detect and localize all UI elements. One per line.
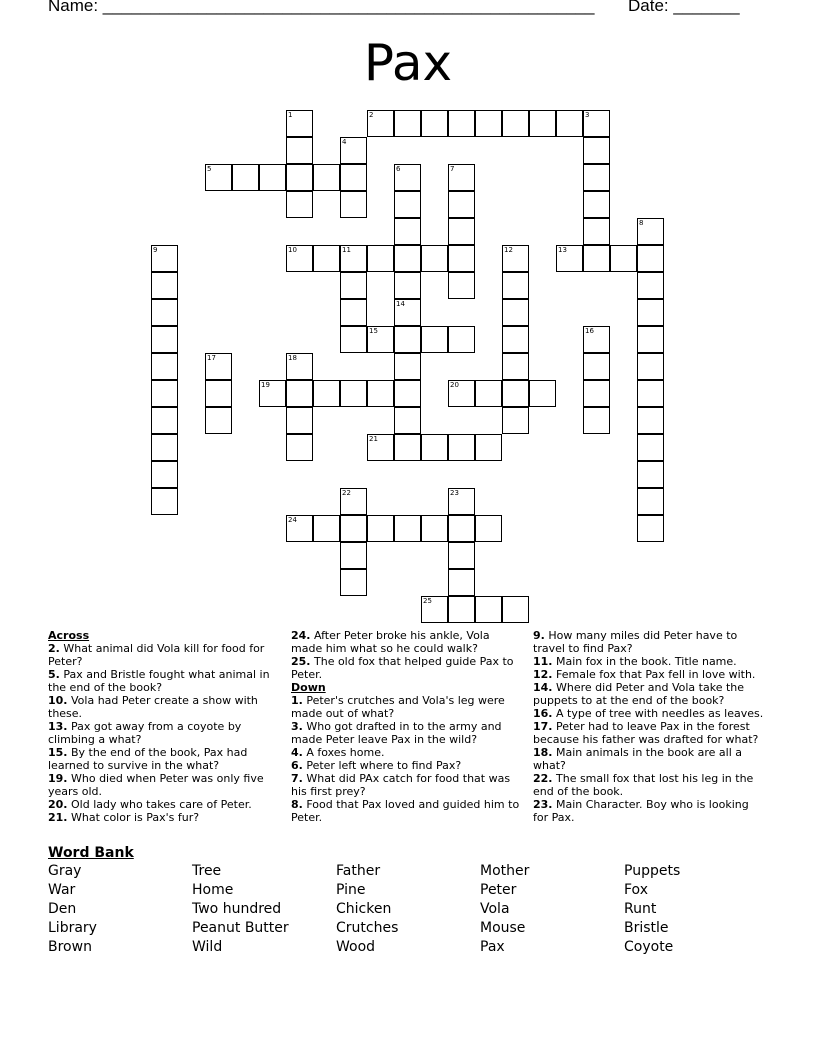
grid-cell[interactable] (394, 380, 421, 407)
clue-item (533, 629, 765, 655)
page-title: Pax (363, 34, 453, 92)
grid-cell[interactable] (151, 299, 178, 326)
clue-number: 9 (153, 246, 158, 254)
grid-cell[interactable] (529, 110, 556, 137)
grid-cell[interactable] (340, 299, 367, 326)
clue-text: Vola had Peter create a show with these. (48, 694, 258, 720)
word-bank-item: Bristle (624, 920, 669, 936)
word-bank-item: Coyote (624, 939, 674, 955)
clue-item (291, 720, 521, 746)
word-bank-item: Library (48, 920, 97, 936)
down-heading: Down (291, 681, 326, 694)
clue-text: Peter's crutches and Vola's leg were made out of what? (291, 694, 505, 720)
grid-cell[interactable] (502, 245, 529, 272)
grid-cell[interactable] (205, 380, 232, 407)
word-bank-item: Wood (336, 939, 376, 955)
clue-text: Food that Pax loved and guided him to Peter. (291, 798, 520, 824)
grid-cell[interactable] (340, 164, 367, 191)
clue-item (48, 694, 276, 720)
word-bank-item: Crutches (336, 920, 399, 936)
clue-text: What animal did Vola kill for food for Peter? (48, 642, 265, 668)
clue-num: 7. (291, 772, 303, 785)
word-bank-item: Pax (480, 939, 505, 955)
word-bank-item: War (48, 882, 76, 898)
grid-cell[interactable] (313, 164, 340, 191)
grid-cell[interactable] (448, 434, 475, 461)
clue-item (291, 629, 521, 655)
grid-cell[interactable] (394, 407, 421, 434)
grid-cell[interactable] (583, 245, 610, 272)
clue-item (291, 746, 521, 759)
grid-cell[interactable] (583, 110, 610, 137)
clue-item (291, 798, 521, 824)
clue-number: 25 (423, 597, 432, 605)
grid-cell[interactable] (637, 353, 664, 380)
grid-cell[interactable] (583, 218, 610, 245)
grid-cell[interactable] (394, 164, 421, 191)
word-bank-item: Gray (48, 863, 82, 879)
clue-item (533, 720, 765, 746)
grid-cell[interactable] (151, 353, 178, 380)
clue-num: 22. (533, 772, 553, 785)
grid-cell[interactable] (502, 110, 529, 137)
grid-cell[interactable] (340, 245, 367, 272)
clue-num: 16. (533, 707, 553, 720)
grid-cell[interactable] (637, 272, 664, 299)
clue-num: 24. (291, 629, 311, 642)
grid-cell[interactable] (394, 434, 421, 461)
word-bank-item: Father (336, 863, 381, 879)
grid-cell[interactable] (610, 245, 637, 272)
clue-num: 3. (291, 720, 303, 733)
grid-cell[interactable] (367, 110, 394, 137)
grid-cell[interactable] (583, 191, 610, 218)
grid-cell[interactable] (151, 380, 178, 407)
grid-cell[interactable] (502, 596, 529, 623)
word-bank-item: Two hundred (192, 901, 282, 917)
grid-cell[interactable] (394, 272, 421, 299)
grid-cell[interactable] (448, 191, 475, 218)
clue-number: 5 (207, 165, 212, 173)
word-bank-item: Home (192, 882, 234, 898)
grid-cell[interactable] (583, 407, 610, 434)
grid-cell[interactable] (448, 569, 475, 596)
clue-text: Female fox that Pax fell in love with. (552, 668, 756, 681)
grid-cell[interactable] (286, 245, 313, 272)
clue-item (533, 668, 765, 681)
clue-item (48, 772, 276, 798)
clue-number: 3 (585, 111, 590, 119)
grid-cell[interactable] (475, 596, 502, 623)
grid-cell[interactable] (151, 245, 178, 272)
grid-cell[interactable] (394, 245, 421, 272)
grid-cell[interactable] (421, 515, 448, 542)
grid-cell[interactable] (367, 326, 394, 353)
clue-number: 19 (261, 381, 270, 389)
grid-cell[interactable] (502, 272, 529, 299)
clue-number: 12 (504, 246, 513, 254)
grid-cell[interactable] (421, 245, 448, 272)
clue-text: Main Character. Boy who is looking for Pax. (533, 798, 749, 824)
grid-cell[interactable] (475, 380, 502, 407)
grid-cell[interactable] (529, 380, 556, 407)
grid-cell[interactable] (394, 299, 421, 326)
grid-cell[interactable] (286, 434, 313, 461)
grid-cell[interactable] (286, 110, 313, 137)
grid-cell[interactable] (637, 218, 664, 245)
grid-cell[interactable] (151, 326, 178, 353)
clue-item (291, 694, 521, 720)
grid-cell[interactable] (637, 488, 664, 515)
clue-item (291, 759, 521, 772)
clue-num: 2. (48, 642, 60, 655)
grid-cell[interactable] (448, 596, 475, 623)
grid-cell[interactable] (340, 488, 367, 515)
clue-text: A type of tree with needles as leaves. (552, 707, 764, 720)
grid-cell[interactable] (637, 515, 664, 542)
grid-cell[interactable] (313, 245, 340, 272)
clue-num: 12. (533, 668, 553, 681)
clue-column-3 (533, 629, 765, 824)
grid-cell[interactable] (286, 515, 313, 542)
grid-cell[interactable] (637, 434, 664, 461)
clue-text: A foxes home. (302, 746, 385, 759)
clue-item (48, 668, 276, 694)
grid-cell[interactable] (151, 461, 178, 488)
clue-number: 14 (396, 300, 405, 308)
grid-cell[interactable] (286, 164, 313, 191)
clue-num: 23. (533, 798, 553, 811)
clue-text: Old lady who takes care of Peter. (67, 798, 252, 811)
grid-cell[interactable] (475, 515, 502, 542)
clue-text: Who died when Peter was only five years old. (48, 772, 264, 798)
grid-cell[interactable] (448, 164, 475, 191)
grid-cell[interactable] (394, 326, 421, 353)
clue-text: Pax got away from a coyote by climbing a what? (48, 720, 242, 746)
grid-cell[interactable] (286, 137, 313, 164)
clue-text: Main animals in the book are all a what? (533, 746, 743, 772)
clue-text: Main fox in the book. Title name. (552, 655, 737, 668)
grid-cell[interactable] (367, 380, 394, 407)
clue-number: 22 (342, 489, 351, 497)
clue-number: 8 (639, 219, 644, 227)
clue-item (291, 655, 521, 681)
clue-num: 17. (533, 720, 553, 733)
word-bank-item: Tree (192, 863, 222, 879)
grid-cell[interactable] (448, 110, 475, 137)
clue-number: 6 (396, 165, 401, 173)
clue-number: 13 (558, 246, 567, 254)
grid-cell[interactable] (367, 434, 394, 461)
grid-cell[interactable] (475, 434, 502, 461)
word-bank-item: Den (48, 901, 77, 917)
grid-cell[interactable] (583, 164, 610, 191)
grid-cell[interactable] (502, 407, 529, 434)
clue-num: 20. (48, 798, 68, 811)
grid-cell[interactable] (583, 137, 610, 164)
grid-cell[interactable] (286, 191, 313, 218)
clue-number: 2 (369, 111, 374, 119)
grid-cell[interactable] (421, 110, 448, 137)
clue-item (48, 811, 276, 824)
clue-number: 15 (369, 327, 378, 335)
grid-cell[interactable] (502, 353, 529, 380)
clue-num: 15. (48, 746, 68, 759)
clue-text: Peter left where to find Pax? (302, 759, 462, 772)
clue-num: 1. (291, 694, 303, 707)
grid-cell[interactable] (286, 407, 313, 434)
word-bank-item: Mother (480, 863, 530, 879)
grid-cell[interactable] (583, 353, 610, 380)
grid-cell[interactable] (475, 110, 502, 137)
clue-text: What did PAx catch for food that was his first prey? (291, 772, 511, 798)
word-bank-item: Wild (192, 939, 223, 955)
grid-cell[interactable] (448, 542, 475, 569)
clue-text: Who got drafted in to the army and made Peter leave Pax in the wild? (291, 720, 502, 746)
clue-num: 8. (291, 798, 303, 811)
clue-number: 7 (450, 165, 455, 173)
clue-num: 19. (48, 772, 68, 785)
clue-item (533, 655, 765, 668)
grid-cell[interactable] (367, 515, 394, 542)
clue-item (48, 798, 276, 811)
grid-cell[interactable] (421, 434, 448, 461)
clue-num: 21. (48, 811, 68, 824)
word-bank-item: Puppets (624, 863, 681, 879)
clue-num: 18. (533, 746, 553, 759)
grid-cell[interactable] (556, 245, 583, 272)
grid-cell[interactable] (556, 110, 583, 137)
clue-num: 13. (48, 720, 68, 733)
grid-cell[interactable] (205, 164, 232, 191)
clue-num: 6. (291, 759, 303, 772)
clue-text: The small fox that lost his leg in the end of the book. (533, 772, 754, 798)
grid-cell[interactable] (448, 245, 475, 272)
grid-cell[interactable] (313, 515, 340, 542)
clue-num: 25. (291, 655, 311, 668)
grid-cell[interactable] (448, 272, 475, 299)
clue-text: Where did Peter and Vola take the puppets to at the end of the book? (533, 681, 745, 707)
clue-item (291, 772, 521, 798)
grid-cell[interactable] (502, 299, 529, 326)
clue-number: 17 (207, 354, 216, 362)
grid-cell[interactable] (151, 434, 178, 461)
clue-item (48, 746, 276, 772)
grid-cell[interactable] (583, 380, 610, 407)
clue-text: Peter had to leave Pax in the forest because his father was drafted for what? (533, 720, 759, 746)
grid-cell[interactable] (394, 218, 421, 245)
grid-cell[interactable] (448, 380, 475, 407)
word-bank-item: Chicken (336, 901, 392, 917)
clue-number: 11 (342, 246, 351, 254)
clue-text: Pax and Bristle fought what animal in the end of the book? (48, 668, 270, 694)
clue-item (533, 746, 765, 772)
grid-cell[interactable] (637, 326, 664, 353)
clue-num: 4. (291, 746, 303, 759)
date-field[interactable]: Date: _______ (628, 0, 740, 15)
clue-number: 4 (342, 138, 347, 146)
grid-cell[interactable] (259, 164, 286, 191)
clue-num: 11. (533, 655, 553, 668)
clue-text: What color is Pax's fur? (67, 811, 200, 824)
grid-cell[interactable] (502, 326, 529, 353)
clue-number: 18 (288, 354, 297, 362)
name-field[interactable]: Name: ____________________________________________________ (48, 0, 595, 15)
grid-cell[interactable] (583, 326, 610, 353)
grid-cell[interactable] (394, 110, 421, 137)
grid-cell[interactable] (340, 191, 367, 218)
grid-cell[interactable] (151, 272, 178, 299)
grid-cell[interactable] (637, 299, 664, 326)
grid-cell[interactable] (205, 353, 232, 380)
word-bank-item: Peter (480, 882, 517, 898)
grid-cell[interactable] (151, 488, 178, 515)
grid-cell[interactable] (340, 272, 367, 299)
clue-column-1 (48, 629, 276, 824)
grid-cell[interactable] (448, 218, 475, 245)
clue-text: After Peter broke his ankle, Vola made him what so he could walk? (291, 629, 490, 655)
clue-number: 24 (288, 516, 297, 524)
grid-cell[interactable] (340, 515, 367, 542)
word-bank-item: Mouse (480, 920, 526, 936)
clue-item (533, 798, 765, 824)
grid-cell[interactable] (367, 245, 394, 272)
grid-cell[interactable] (286, 380, 313, 407)
grid-cell[interactable] (637, 245, 664, 272)
clue-number: 20 (450, 381, 459, 389)
clue-item (533, 681, 765, 707)
grid-cell[interactable] (286, 353, 313, 380)
grid-cell[interactable] (502, 380, 529, 407)
clue-text: By the end of the book, Pax had learned to survive in the what? (48, 746, 248, 772)
word-bank-item: Brown (48, 939, 92, 955)
clue-text: The old fox that helped guide Pax to Peter. (291, 655, 514, 681)
grid-cell[interactable] (340, 380, 367, 407)
grid-cell[interactable] (340, 137, 367, 164)
grid-cell[interactable] (259, 380, 286, 407)
clue-number: 10 (288, 246, 297, 254)
grid-cell[interactable] (313, 380, 340, 407)
grid-cell[interactable] (340, 569, 367, 596)
grid-cell[interactable] (448, 515, 475, 542)
word-bank-item: Pine (336, 882, 366, 898)
grid-cell[interactable] (340, 326, 367, 353)
clue-number: 16 (585, 327, 594, 335)
clue-item (533, 772, 765, 798)
clue-num: 9. (533, 629, 545, 642)
clue-num: 10. (48, 694, 68, 707)
across-heading: Across (48, 629, 90, 642)
clue-column-2 (291, 629, 521, 824)
clue-item (48, 720, 276, 746)
clue-number: 1 (288, 111, 293, 119)
grid-cell[interactable] (205, 407, 232, 434)
word-bank-item: Runt (624, 901, 657, 917)
grid-cell[interactable] (637, 380, 664, 407)
clue-number: 23 (450, 489, 459, 497)
grid-cell[interactable] (448, 326, 475, 353)
grid-cell[interactable] (421, 326, 448, 353)
grid-cell[interactable] (394, 353, 421, 380)
clue-item (533, 707, 765, 720)
clue-number: 21 (369, 435, 378, 443)
word-bank-title: Word Bank (48, 845, 134, 861)
grid-cell[interactable] (448, 488, 475, 515)
grid-cell[interactable] (232, 164, 259, 191)
grid-cell[interactable] (421, 596, 448, 623)
clue-text: How many miles did Peter have to travel to find Pax? (533, 629, 738, 655)
word-bank-item: Vola (480, 901, 510, 917)
grid-cell[interactable] (340, 542, 367, 569)
grid-cell[interactable] (394, 515, 421, 542)
grid-cell[interactable] (151, 407, 178, 434)
word-bank-item: Peanut Butter (192, 920, 289, 936)
grid-cell[interactable] (637, 461, 664, 488)
clue-num: 5. (48, 668, 60, 681)
grid-cell[interactable] (394, 191, 421, 218)
clue-num: 14. (533, 681, 553, 694)
grid-cell[interactable] (637, 407, 664, 434)
clue-item (48, 642, 276, 668)
word-bank-item: Fox (624, 882, 648, 898)
